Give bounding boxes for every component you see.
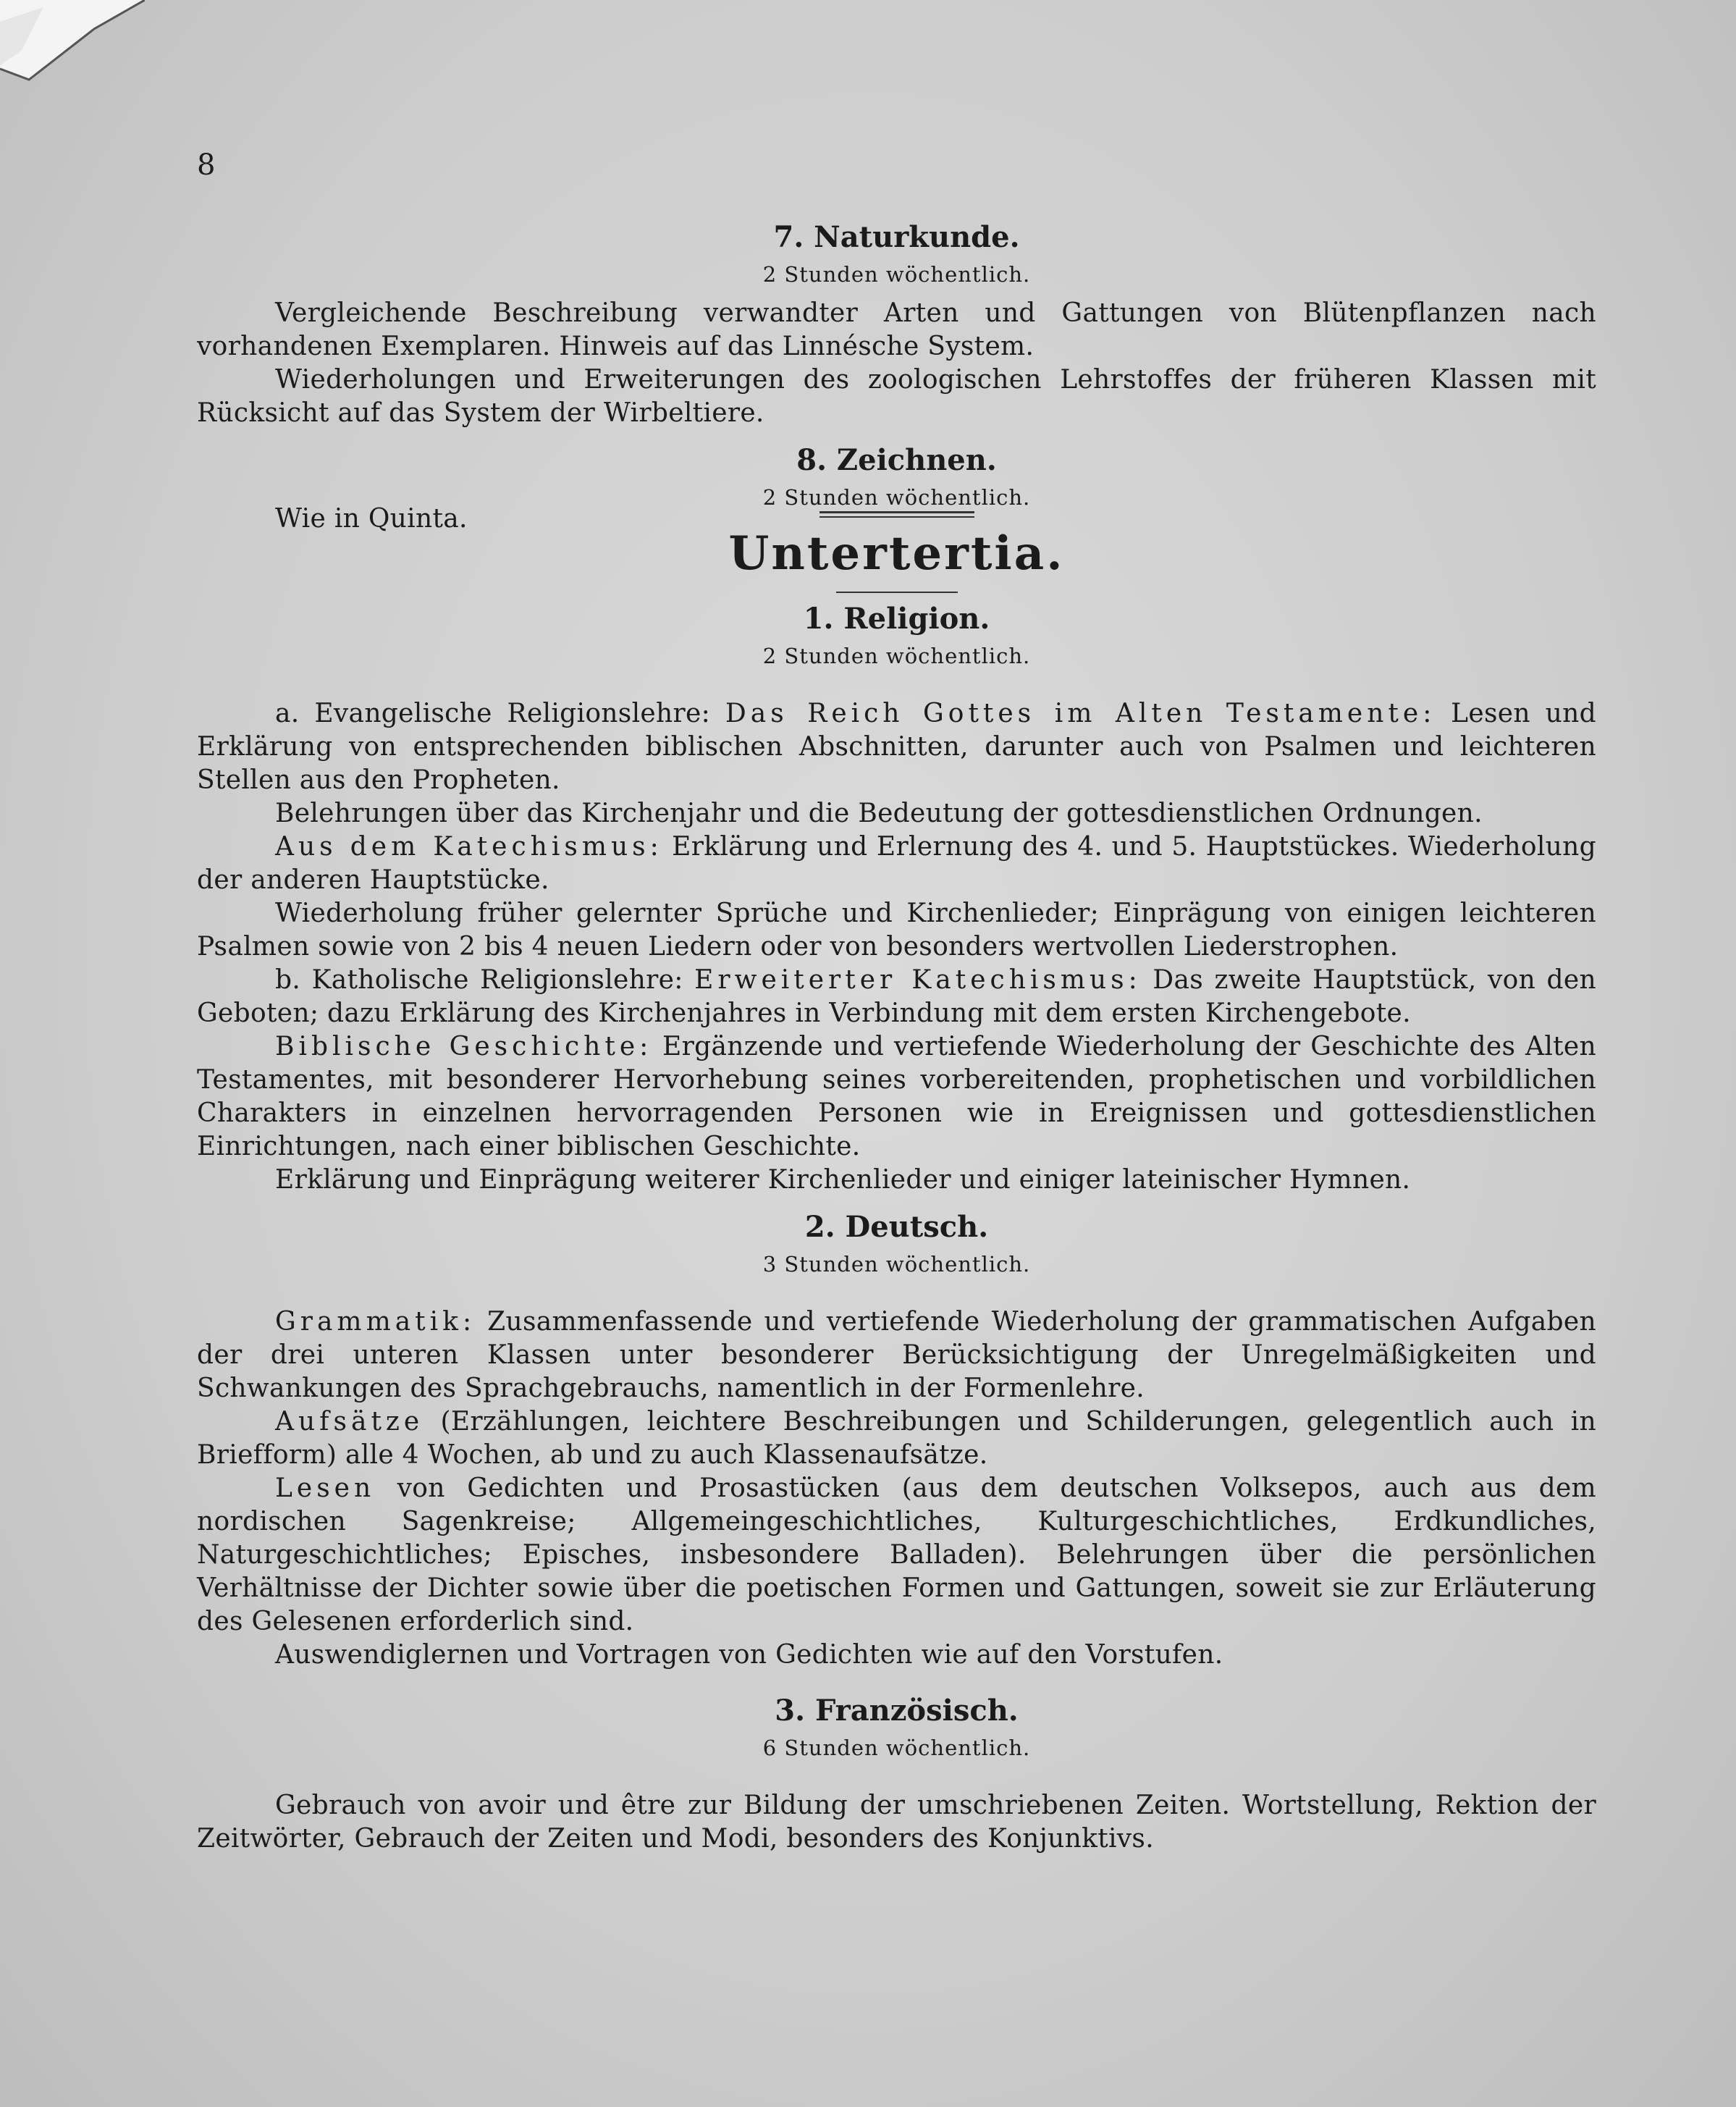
- section-title-franzoesisch: 3. Französisch.: [775, 1694, 1019, 1728]
- folded-corner: [0, 0, 145, 87]
- section-title-religion: 1. Religion.: [803, 602, 990, 636]
- paragraph: Wiederholung früher gelernter Sprüche und Kirchenlieder; Einprägung von einigen leichteren Psalmen sowie von 2 bis 4 neuen Liedern oder von besonders wertvollen Liederstrophen.: [197, 899, 1596, 962]
- paragraph: Auswendiglernen und Vortragen von Gedichten wie auf den Vorstufen.: [275, 1640, 1223, 1670]
- paragraph: Aus dem Katechismus: Erklärung und Erlernung des 4. und 5. Hauptstückes. Wiederholung der anderen Hauptstücke.: [197, 832, 1596, 895]
- section-title-naturkunde: 7. Naturkunde.: [773, 220, 1020, 254]
- section-title-deutsch: 2. Deutsch.: [804, 1210, 989, 1244]
- paragraph: a. Evangelische Religionslehre: Das Reich Gottes im Alten Testamente: Lesen und Erklärung von entsprechenden biblischen Abschnitten, darunter auch von Psalmen und leichteren Stellen aus den Propheten.: [197, 699, 1596, 795]
- rule-divider: [836, 592, 958, 593]
- paragraph: Wiederholungen und Erweiterungen des zoologischen Lehrstoffes der früheren Klassen mit Rücksicht auf das System der Wirbeltiere.: [197, 365, 1596, 428]
- hours-naturkunde: 2 Stunden wöchentlich.: [762, 262, 1031, 287]
- paragraph: Biblische Geschichte: Ergänzende und vertiefende Wiederholung der Geschichte des Alten Testamentes, mit besonderer Hervorhebung seines vorbereitenden, prophetischen und vorbildlichen Charakters in einzelnen hervorragenden Personen wie in Ereignissen und gottesdienstlichen Einrichtungen, nach einer biblischen Geschichte.: [197, 1032, 1596, 1161]
- page-number: 8: [197, 148, 216, 182]
- paragraph: Wie in Quinta.: [275, 504, 468, 534]
- hours-deutsch: 3 Stunden wöchentlich.: [762, 1252, 1031, 1277]
- paragraph: Gebrauch von avoir und être zur Bildung der umschriebenen Zeiten. Wortstellung, Rektion der Zeitwörter, Gebrauch der Zeiten und Modi, besonders des Konjunktivs.: [197, 1791, 1596, 1854]
- paragraph: Aufsätze (Erzählungen, leichtere Beschreibungen und Schilderungen, gelegentlich auch in Briefform) alle 4 Wochen, ab und zu auch Klassenaufsätze.: [197, 1407, 1596, 1470]
- hours-religion: 2 Stunden wöchentlich.: [762, 644, 1031, 668]
- paragraph: Lesen von Gedichten und Prosastücken (aus dem deutschen Volksepos, auch aus dem nordischen Sagenkreise; Allgemeingeschichtliches, Kulturgeschichtliches, Erdkundliches, Naturgeschichtliches; Episches, insbesondere Balladen). Belehrungen über die persönlichen Verhältnisse der Dichter sowie über die poetischen Formen und Gattungen, soweit sie zur Erläuterung des Gelesenen erforderlich sind.: [197, 1473, 1596, 1636]
- paragraph: Belehrungen über das Kirchenjahr und die Bedeutung der gottesdienstlichen Ordnungen.: [275, 799, 1483, 828]
- paragraph: Vergleichende Beschreibung verwandter Arten und Gattungen von Blütenpflanzen nach vorhandenen Exemplaren. Hinweis auf das Linnésche System.: [197, 298, 1596, 361]
- section-title-zeichnen: 8. Zeichnen.: [796, 443, 997, 477]
- paragraph: Grammatik: Zusammenfassende und vertiefende Wiederholung der grammatischen Aufgaben der drei unteren Klassen unter besonderer Berücksichtigung der Unregelmäßigkeiten und Schwankungen des Sprachgebrauchs, namentlich in der Formenlehre.: [197, 1307, 1596, 1403]
- paragraph: b. Katholische Religionslehre: Erweiterter Katechismus: Das zweite Hauptstück, von den Geboten; dazu Erklärung des Kirchenjahres in Verbindung mit dem ersten Kirchengebote.: [197, 965, 1596, 1028]
- hours-franzoesisch: 6 Stunden wöchentlich.: [762, 1736, 1031, 1760]
- hours-zeichnen: 2 Stunden wöchentlich.: [762, 485, 1031, 510]
- class-title: Untertertia.: [728, 526, 1065, 581]
- paragraph: Erklärung und Einprägung weiterer Kirchenlieder und einiger lateinischer Hymnen.: [275, 1165, 1411, 1195]
- page-content: [197, 217, 1596, 1856]
